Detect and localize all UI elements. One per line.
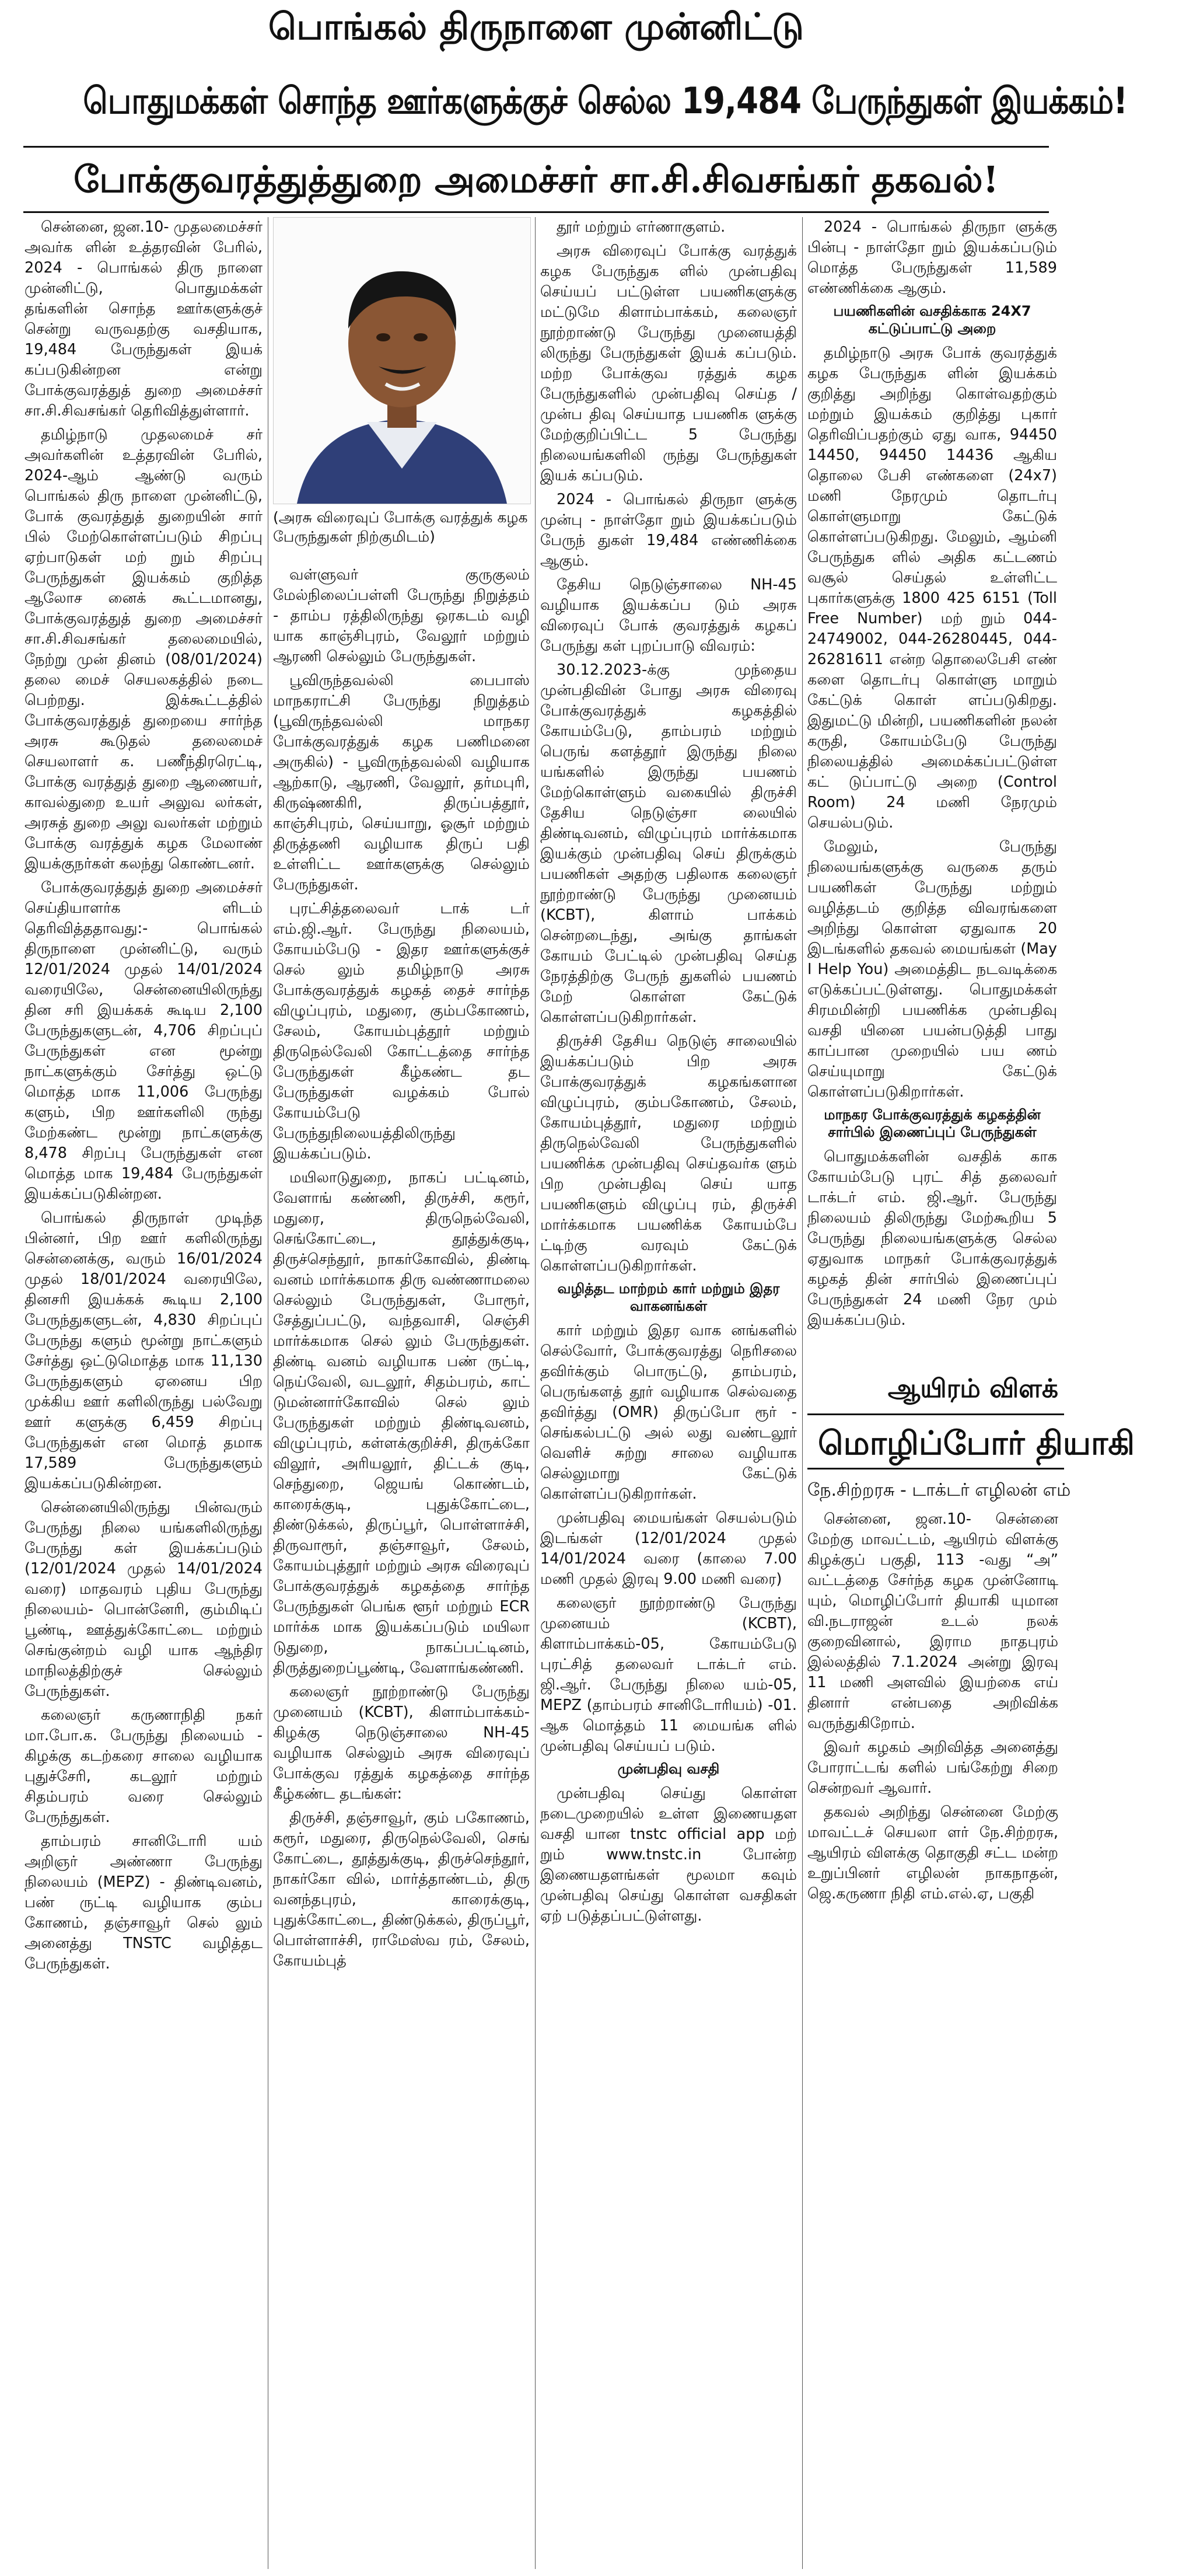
paragraph: முன்பதிவு செய்து கொள்ள நடைமுறையில் உள்ள இணையதள வசதி யான tnstc official app மற் றும் www.tnstc.in போன்ற இணையதளங்கள் மூலமா கவும் முன்பதிவு செய்து கொள்ள வசதிகள் ஏற் படுத்தப்பட்டுள்ளது. — [540, 1785, 797, 1925]
article-column-3 — [540, 217, 797, 2569]
column-separator — [535, 217, 536, 2569]
section-subtitle: பயணிகளின் வசதிக்காக 24X7 கட்டுப்பாட்டு அறை — [833, 303, 1031, 337]
article-column-4 — [807, 217, 1057, 1373]
paragraph: மயிலாடுதுறை, நாகப் பட்டினம், வேளாங் கண்ணி, திருச்சி, கரூர், மதுரை, திருநெல்வேலி, செங்கோட்டை, தூத்துக்குடி, திருச்செந்தூர், நாகர்கோவில், திண்டி வனம் மார்க்கமாக திரு வண்ணாமலை செல்லும் பேருந்துகள், போரூர், சேத்துப்பட்டு, வந்தவாசி, செஞ்சி மார்க்கமாக செல் லும் பேருந்துகள். திண்டி வனம் வழியாக பண் ருட்டி, நெய்வேலி, வடலூர், சிதம்பரம், காட் டுமன்னார்கோவில் செல் லும் பேருந்துகள் மற்றும் திண்டிவனம், விழுப்புரம், கள்ளக்குறிச்சி, திருக்கோ விலூர், அரியலூர், திட்டக் குடி, செந்துறை, ஜெயங் கொண்டம், காரைக்குடி, புதுக்கோட்டை, திண்டுக்கல், திருப்பூர், பொள்ளாச்சி, திருவாரூர், தஞ்சாவூர், சேலம், கோயம்புத்தூர் மற்றும் அரசு விரைவுப் போக்குவரத்துக் கழகத்தை சார்ந்த பேருந்துகள் பெங்க ளூர் மற்றும் ECR மார்க்க மாக இயக்கப்படும் மயிலா டுதுறை, நாகப்பட்டினம், திருத்துறைப்பூண்டி, வேளாங்கண்ணி. — [273, 1169, 530, 1677]
main-headline — [11, 58, 1128, 143]
paragraph: சென்னை, ஜன.10- சென்னை மேற்கு மாவட்டம், ஆயிரம் விளக்கு கிழக்குப் பகுதி, 113 -வது “அ” வட்டத்தை சேர்ந்த கழக முன்னோடி யும், மொழிப்போர் தியாகி யுமான வி.நடராஜன் உடல் நலக் குறைவினால், இராம நாதபுரம் இல்லத்தில் 7.1.2024 அன்று இரவு 11 மணி அளவில் இயற்கை எய் தினார் என்பதை அறிவிக்க வருந்துகிறோம். — [807, 1510, 1058, 1732]
paragraph: தேசிய நெடுஞ்சாலை NH-45 வழியாக இயக்கப்ப டும் அரசு விரைவுப் போக் குவரத்துக் கழகப் பேருந்து கள் புறப்பாடு விவரம்: — [540, 576, 797, 655]
side-story-byline: நே.சிற்றரசு - டாக்டர் எழிலன் எம் — [807, 1480, 1071, 1500]
paragraph: கலைஞர் கருணாநிதி நகர் மா.போ.க. பேருந்து நிலையம் - கிழக்கு கடற்கரை சாலை வழியாக புதுச்சேரி, கடலூர் மற்றும் சிதம்பரம் வரை செல்லும் பேருந்துகள். — [25, 1706, 263, 1826]
paragraph: கார் மற்றும் இதர வாக னங்களில் செல்வோர், போக்குவரத்து நெரிசலை தவிர்க்கும் பொருட்டு, தாம்பரம், பெருங்களத் தூர் வழியாக செல்வதை தவிர்த்து (OMR) திருப்போ ரூர் - செங்கல்பட்டு அல் லது வண்டலூர் வெளிச் சுற்று சாலை வழியாக செல்லுமாறு கேட்டுக் கொள்ளப்படுகிறார்கள். — [540, 1322, 797, 1503]
portrait-image — [274, 218, 530, 504]
paragraph: திருச்சி தேசிய நெடுஞ் சாலையில் இயக்கப்படும் பிற அரசு போக்குவரத்துக் கழகங்களான விழுப்புரம், கும்பகோணம், சேலம், கோயம்புத்தூர், மதுரை மற்றும் திருநெல்வேலி பேருந்துகளில் பயணிக்க முன்பதிவு செய்தவர்க ளும் பிற முன்பதிவு செய் யாத பயணிகளும் விழுப்பு ரம், திருச்சி மார்க்கமாக பயணிக்க கோயம்பே ட்டிற்கு வரவும் கேட்டுக் கொள்ளப்படுகிறார்கள். — [540, 1032, 797, 1275]
paragraph: 2024 - பொங்கல் திருநா ளுக்கு பின்பு - நாள்தோ றும் இயக்கப்படும் மொத்த பேருந்துகள் 11,589 எண்ணிக்கை ஆகும். — [807, 218, 1057, 297]
paragraph: அரசு விரைவுப் போக்கு வரத்துக் கழக பேருந்துக ளில் முன்பதிவு செய்யப் பட்டுள்ள பயணிகளுக்கு மட்டுமே கிளாம்பாக்கம், கலைஞர் நூற்றாண்டு பேருந்து முனையத்தி லிருந்து பேருந்துகள் இயக் கப்படும். மற்ற போக்குவ ரத்துக் கழக பேருந்துகளில் முன்பதிவு செய்த / முன்ப திவு செய்யாத பயணிக ளுக்கு மேற்குறிப்பிட்ட 5 பேருந்து நிலையங்களிலி ருந்து பேருந்துகள் இயக் கப்படும். — [540, 242, 797, 484]
article-column-1 — [25, 217, 263, 2569]
paragraph: தூர் மற்றும் எர்ணாகுளம். — [557, 218, 726, 236]
side-story-title: ஆயிரம் விளக் — [887, 1374, 1058, 1404]
divider — [23, 211, 1049, 213]
headline-text: பொதுமக்கள் சொந்த ஊர்களுக்குச் செல்ல 19,484 பேருந்துகள் இயக்கம்! — [83, 79, 1128, 122]
paragraph: தமிழ்நாடு முதலமைச் சர் அவர்களின் உத்தரவின் பேரில், 2024-ஆம் ஆண்டு வரும் பொங்கல் திரு நாளை முன்னிட்டு, போக் குவரத்துத் துறையின் சார் பில் மேற்கொள்ளப்படும் சிறப்பு ஏற்பாடுகள் மற் றும் சிறப்பு பேருந்துகள் இயக்கம் குறித்த ஆலோச னைக் கூட்டமானது, போக்குவரத்துத் துறை அமைச்சர் சா.சி.சிவசங்கர் தலைமையில், நேற்று முன் தினம் (08/01/2024) தலை மைச் செயலகத்தில் நடை பெற்றது. இக்கூட்டத்தில் போக்குவரத்துத் துறையை சார்ந்த அரசு கூடுதல் தலைமைச் செயலாளர் க. பணீந்திரரெட்டி, போக்கு வரத்துத் துறை ஆணையர், காவல்துறை உயர் அலுவ லர்கள், அரசுத் துறை அலு வலர்கள் மற்றும் போக்கு வரத்துக் கழக மேலாண் இயக்குநர்கள் கலந்து கொண்டனர். — [25, 426, 263, 872]
paragraph: கலைஞர் நூற்றாண்டு பேருந்து முனையம் (KCBT), கிளாம்பாக்கம்-கிழக்கு நெடுஞ்சாலை NH-45 வழியாக செல்லும் அரசு விரைவுப் போக்குவ ரத்துக் கழகத்தை சார்ந்த கீழ்கண்ட தடங்கள்: — [273, 1683, 530, 1803]
paragraph: தாம்பரம் சானிடோரி யம் அறிஞர் அண்ணா பேருந்து நிலையம் (MEPZ) - திண்டிவனம், பண் ருட்டி வழியாக கும்ப கோணம், தஞ்சாவூர் செல் லும் அனைத்து TNSTC வழித்தட பேருந்துகள். — [25, 1832, 263, 1973]
paragraph: மேலும், பேருந்து நிலையங்களுக்கு வருகை தரும் பயணிகள் பேருந்து மற்றும் வழித்தடம் குறித்த விவரங்களை அறிந்து கொள்ள ஏதுவாக 20 இடங்களில் தகவல் மையங்கள் (May I Help You) அமைத்திட நடவடிக்கை எடுக்கப்பட்டுள்ளது. பொதுமக்கள் சிரமமின்றி பயணிக்க முன்பதிவு வசதி யினை பயன்படுத்தி பாது காப்பான முறையில் பய ணம் செய்யுமாறு கேட்டுக் கொள்ளப்படுகிறார்கள். — [807, 838, 1057, 1101]
paragraph: 2024 - பொங்கல் திருநா ளுக்கு முன்பு - நாள்தோ றும் இயக்கப்படும் பேருந் துகள் 19,484 எண்ணிக்கை ஆகும். — [540, 491, 797, 570]
paragraph: இவர் கழகம் அறிவித்த அனைத்து போராட்டங் களில் பங்கேற்று சிறை சென்றவர் ஆவார். — [807, 1739, 1058, 1797]
column-separator — [802, 217, 803, 2569]
article-column-2 — [273, 565, 530, 2569]
divider — [23, 146, 1049, 148]
section-subtitle: முன்பதிவு வசதி — [617, 1761, 720, 1777]
paragraph: சென்னையிலிருந்து பின்வரும் பேருந்து நிலை யங்களிலிருந்து பேருந்து கள் இயக்கப்படும் (12/01/2024 முதல் 14/01/2024 வரை) மாதவரம் புதிய பேருந்து நிலையம்- பொன்னேரி, கும்மிடிப் பூண்டி, ஊத்துக்கோட்டை மற்றும் செங்குன்றம் வழி யாக ஆந்திர மாநிலத்திற்குச் செல்லும் பேருந்துகள். — [25, 1499, 263, 1700]
sub-headline: போக்குவரத்துத்துறை அமைச்சர் சா.சி.சிவசங்கர் தகவல்! — [74, 158, 999, 201]
paragraph: தமிழ்நாடு அரசு போக் குவரத்துக் கழக பேருந்துக ளின் இயக்கம் குறித்து அறிந்து கொள்வதற்கும் மற்றும் இயக்கம் குறித்து புகார் தெரிவிப்பதற்கும் ஏது வாக, 94450 14450, 94450 14436 ஆகிய தொலை பேசி எண்களை (24x7) மணி நேரமும் தொடர்பு கொள்ளுமாறு கேட்டுக் கொள்ளப்படுகிறது. மேலும், ஆம்னி பேருந்துக ளில் அதிக கட்டணம் வசூல் செய்தல் உள்ளிட்ட புகார்களுக்கு 1800 425 6151 (Toll Free Number) மற் றும் 044-24749002, 044-26280445, 044-26281611 என்ற தொலைபேசி எண் களை தொடர்பு கொள்ளு மாறும் கேட்டுக் கொள் ளப்படுகிறது. இதுமட்டு மின்றி, பயணிகளின் நலன் கருதி, கோயம்பேடு பேருந்து நிலையத்தில் அமைக்கப்பட்டுள்ள கட் டுப்பாட்டு அறை (Control Room) 24 மணி நேரமும் செயல்படும். — [807, 344, 1057, 832]
paragraph: வள்ளுவர் குருகுலம் மேல்நிலைப்பள்ளி பேருந்து நிறுத்தம் - தாம்ப ரத்திலிருந்து ஒரகடம் வழி யாக காஞ்சிபுரம், வேலூர் மற்றும் ஆரணி செல்லும் பேருந்துகள். — [273, 566, 530, 665]
photo-caption: (அரசு விரைவுப் போக்கு வரத்துக் கழக பேருந்துகள் நிற்குமிடம்) — [273, 509, 528, 545]
paragraph: பொங்கல் திருநாள் முடிந்த பின்னர், பிற ஊர் களிலிருந்து சென்னைக்கு, வரும் 16/01/2024 முதல் 18/01/2024 வரையிலே, தினசரி இயக்கக் கூடிய 2,100 பேருந்துகளுடன், 4,830 சிறப்புப் பேருந்து களும் மூன்று நாட்களும் சேர்த்து ஒட்டுமொத்த மாக 11,130 பேருந்துகளும் ஏனைய பிற முக்கிய ஊர் களிலிருந்து பல்வேறு ஊர் களுக்கு 6,459 சிறப்பு பேருந்துகள் என மொத் தமாக 17,589 பேருந்துகளும் இயக்கப்படுகின்றன. — [25, 1209, 263, 1492]
paragraph: பொதுமக்களின் வசதிக் காக கோயம்பேடு புரட் சித் தலைவர் டாக்டர் எம். ஜி.ஆர். பேருந்து நிலையம் திலிருந்து மேற்கூறிய 5 பேருந்து நிலையங்களுக்கு செல்ல ஏதுவாக மாநகர் போக்குவரத்துக் கழகத் தின் சார்பில் இணைப்புப் பேருந்துகள் 24 மணி நேர மும் இயக்கப்படும். — [807, 1148, 1057, 1329]
side-news-story — [807, 1371, 1135, 2569]
side-story-body — [807, 1509, 1058, 2560]
paragraph: பூவிருந்தவல்லி பைபாஸ் மாநகராட்சி பேருந்து நிறுத்தம் (பூவிருந்தவல்லி மாநகர போக்குவரத்துக் கழக பணிமனை அருகில்) - பூவிருந்தவல்லி வழியாக ஆற்காடு, ஆரணி, வேலூர், தர்மபுரி, கிருஷ்ணகிரி, திருப்பத்தூர், காஞ்சிபுரம், செய்யாறு, ஓசூர் மற்றும் திருத்தணி வழியாக திருப் பதி உள்ளிட்ட ஊர்களுக்கு செல்லும் பேருந்துகள். — [273, 672, 530, 893]
side-story-banner: மொழிப்போர் தியாகி — [807, 1413, 1064, 1469]
section-subtitle: வழித்தட மாற்றம் கார் மற்றும் இதர வாகனங்கள் — [557, 1280, 780, 1314]
paragraph: புரட்சித்தலைவர் டாக் டர் எம்.ஜி.ஆர். பேருந்து நிலையம், கோயம்பேடு - இதர ஊர்களுக்குச் செல் லும் தமிழ்நாடு அரசு போக்குவரத்துக் கழகத் தைச் சார்ந்த விழுப்புரம், மதுரை, கும்பகோணம், சேலம், கோயம்புத்தூர் மற்றும் திருநெல்வேலி கோட்டத்தை சார்ந்த பேருந்துகள் கீழ்கண்ட தட பேருந்துகள் வழக்கம் போல் கோயம்பேடு பேருந்துநிலையத்திலிருந்து இயக்கப்படும். — [273, 900, 530, 1163]
paragraph: திருச்சி, தஞ்சாவூர், கும் பகோணம், கரூர், மதுரை, திருநெல்வேலி, செங் கோட்டை, தூத்துக்குடி, திருச்செந்தூர், நாகர்கோ வில், மார்த்தாண்டம், திரு வனந்தபுரம், காரைக்குடி, புதுக்கோட்டை, திண்டுக்கல், திருப்பூர், பொள்ளாச்சி, ராமேஸ்வ ரம், சேலம், கோயம்புத் — [273, 1809, 530, 1970]
paragraph: கலைஞர் நூற்றாண்டு பேருந்து முனையம் (KCBT), கிளாம்பாக்கம்-05, கோயம்பேடு புரட்சித் தலைவர் டாக்டர் எம். ஜி.ஆர். பேருந்து நிலை யம்-05, MEPZ (தாம்பரம் சானிடோரியம்) -01. ஆக மொத்தம் 11 மையங்க ளில் முன்பதிவு செய்யப் படும். — [540, 1594, 797, 1755]
paragraph: முன்பதிவு மையங்கள் செயல்படும் இடங்கள் (12/01/2024 முதல் 14/01/2024 வரை (காலை 7.00 மணி முதல் இரவு 9.00 மணி வரை) — [540, 1509, 797, 1588]
paragraph: போக்குவரத்துத் துறை அமைச்சர் செய்தியாளர்க ளிடம் தெரிவித்ததாவது:- பொங்கல் திருநாளை முன்னிட்டு, வரும் 12/01/2024 முதல் 14/01/2024 வரையிலே, சென்னையிலிருந்து தின சரி இயக்கக் கூடிய 2,100 பேருந்துகளுடன், 4,706 சிறப்புப் பேருந்துகள் என மூன்று நாட்களுக்கும் சேர்த்து ஒட்டு மொத்த மாக 11,006 பேருந்து களும், பிற ஊர்களிலி ருந்து மேற்கண்ட மூன்று நாட்களுக்கு 8,478 சிறப்பு பேருந்துகள் என மொத்த மாக 19,484 பேருந்துகள் இயக்கப்படுகின்றன. — [25, 879, 263, 1203]
kicker-title: பொங்கல் திருநாளை முன்னிட்டு — [268, 5, 804, 48]
section-subtitle: மாநகர போக்குவரத்துக் கழகத்தின் சார்பில் இணைப்புப் பேருந்துகள் — [824, 1107, 1041, 1140]
paragraph: தகவல் அறிந்து சென்னை மேற்கு மாவட்டச் செயலா ளர் நே.சிற்றரசு, ஆயிரம் விளக்கு தொகுதி சட்ட மன்ற உறுப்பினர் எழிலன் நாகநாதன், ஜெ.கருணா நிதி எம்.எல்.ஏ, பகுதி — [807, 1803, 1058, 1903]
minister-photo — [273, 217, 531, 504]
paragraph: 30.12.2023-க்கு முந்தைய முன்பதிவின் போது அரசு விரைவு போக்குவரத்துக் கழகத்தில் கோயம்பேடு, தாம்பரம் மற்றும் பெருங் களத்தூர் இருந்து நிலை யங்களில் இருந்து பயணம் மேற்கொள்ளும் வகையில் திருச்சி தேசிய நெடுஞ்சா லையில் திண்டிவனம், விழுப்புரம் மார்க்கமாக இயக்கும் முன்பதிவு செய் திருக்கும் பயணிகள் அதற்கு பதிலாக கலைஞர் நூற்றாண்டு பேருந்து முனையம் (KCBT), கிளாம் பாக்கம் சென்றடைந்து, அங்கு தாங்கள் கோயம் பேட்டில் முன்பதிவு செய்த நேரத்திற்கு பேருந் துகளில் பயணம் மேற் கொள்ள கேட்டுக் கொள்ளப்படுகிறார்கள். — [540, 661, 797, 1026]
paragraph: சென்னை, ஜன.10- முதலமைச்சர் அவர்க ளின் உத்தரவின் பேரில், 2024 - பொங்கல் திரு நாளை முன்னிட்டு, பொதுமக்கள் தங்களின் சொந்த ஊர்களுக்குச் சென்று வருவதற்கு வசதியாக, 19,484 பேருந்துகள் இயக் கப்படுகின்றன என்று போக்குவரத்துத் துறை அமைச்சர் சா.சி.சிவசங்கர் தெரிவித்துள்ளார். — [25, 218, 263, 420]
